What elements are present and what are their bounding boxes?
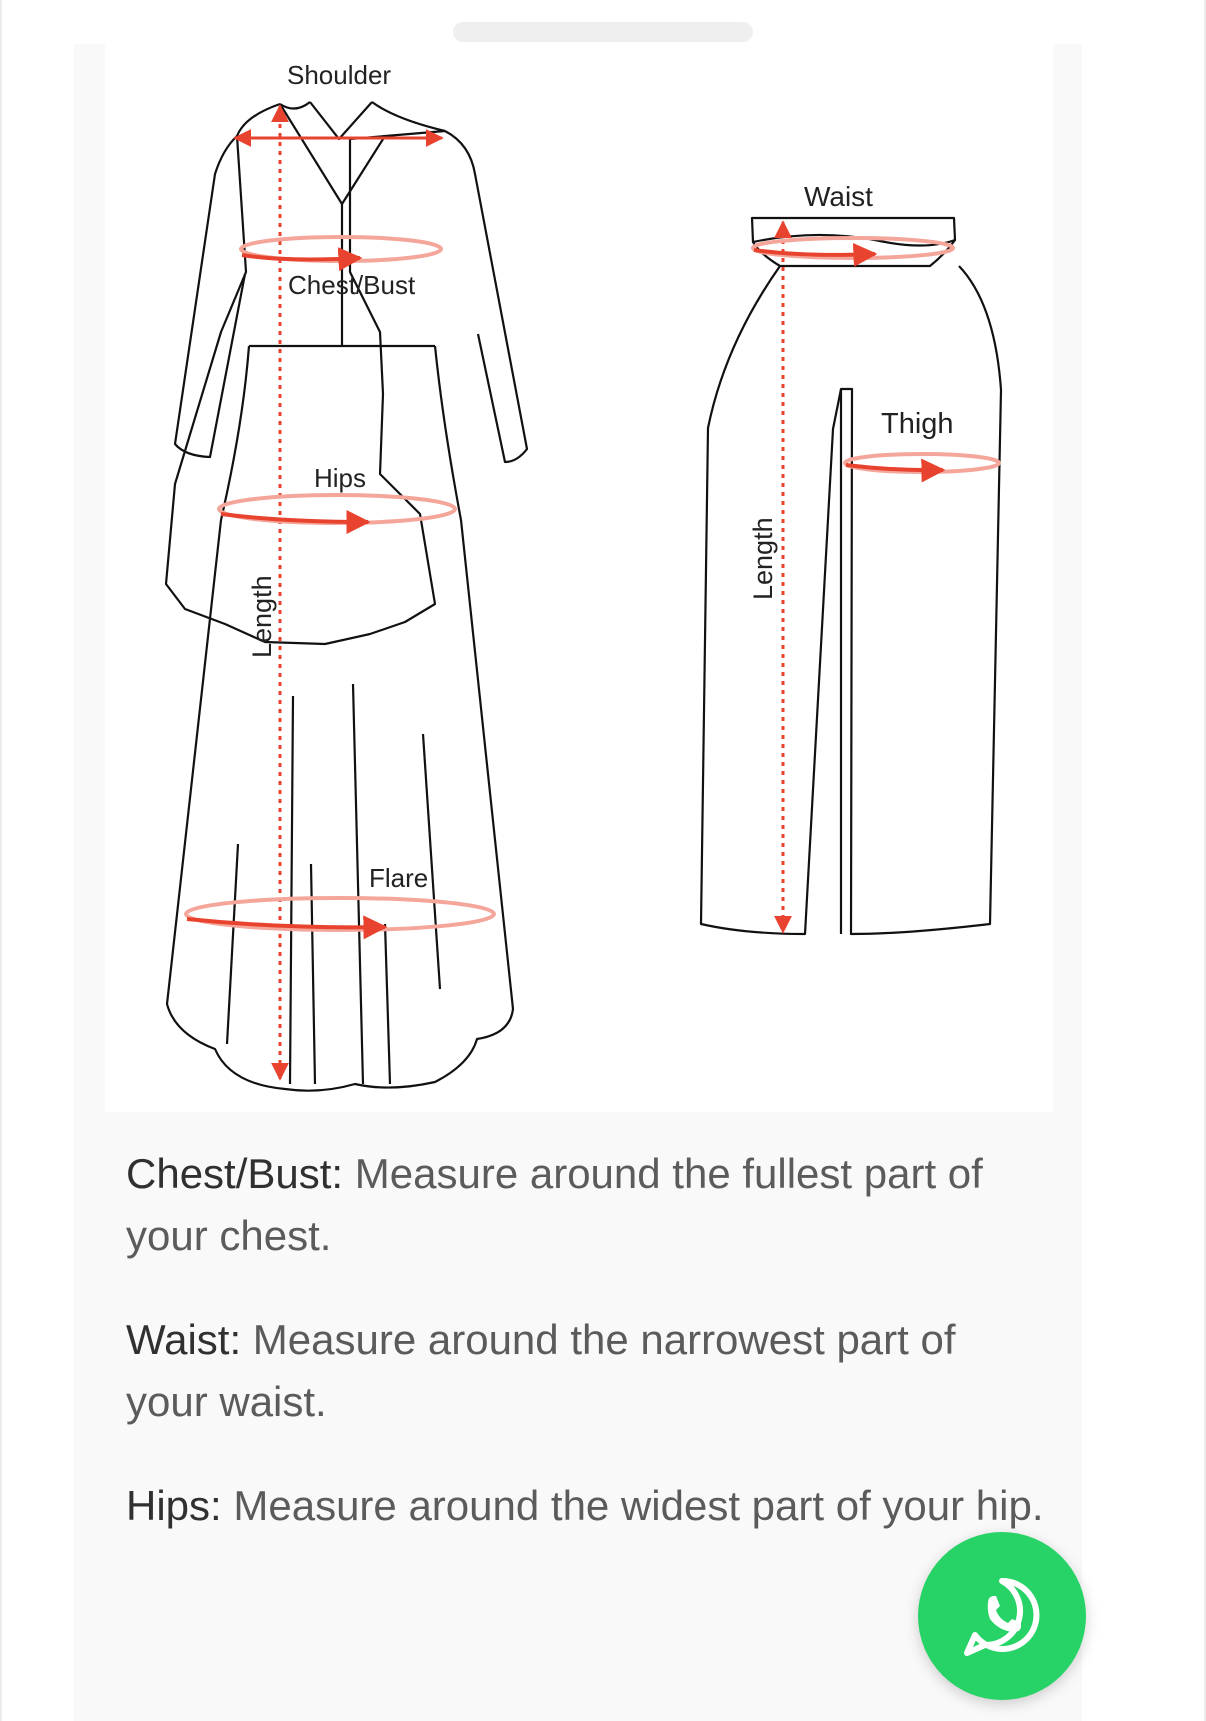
measurement-chest-text: Measure around the fullest part of your chest. [126, 1150, 983, 1259]
sheet-drag-handle[interactable] [453, 22, 753, 42]
chest-label: Chest/Bust [288, 270, 416, 300]
measurement-hips-term: Hips: [126, 1482, 222, 1529]
measurement-waist [126, 1309, 1046, 1433]
measurement-diagram [105, 44, 1053, 1112]
thigh-label: Thigh [881, 408, 954, 440]
pants-illustration [701, 218, 1001, 934]
measurement-hips [126, 1475, 1046, 1537]
waist-label: Waist [804, 181, 873, 212]
pants-length-label: Length [748, 517, 778, 600]
left-edge [0, 0, 2, 1721]
whatsapp-chat-button[interactable] [918, 1532, 1086, 1700]
measurement-chest-term: Chest/Bust: [126, 1150, 344, 1197]
flare-label: Flare [369, 863, 429, 893]
dress-length-label: Length [247, 575, 277, 658]
pants-measure-lines [753, 222, 999, 932]
measurement-waist-text: Measure around the narrowest part of your waist. [126, 1316, 956, 1425]
measurement-waist-term: Waist: [126, 1316, 242, 1363]
hips-label: Hips [314, 463, 367, 493]
measurement-chest [126, 1143, 1046, 1267]
dress-illustration [166, 102, 527, 1091]
whatsapp-icon [961, 1575, 1043, 1657]
measurement-hips-text: Measure around the widest part of your hip. [221, 1482, 1044, 1529]
shoulder-label: Shoulder [287, 60, 392, 90]
